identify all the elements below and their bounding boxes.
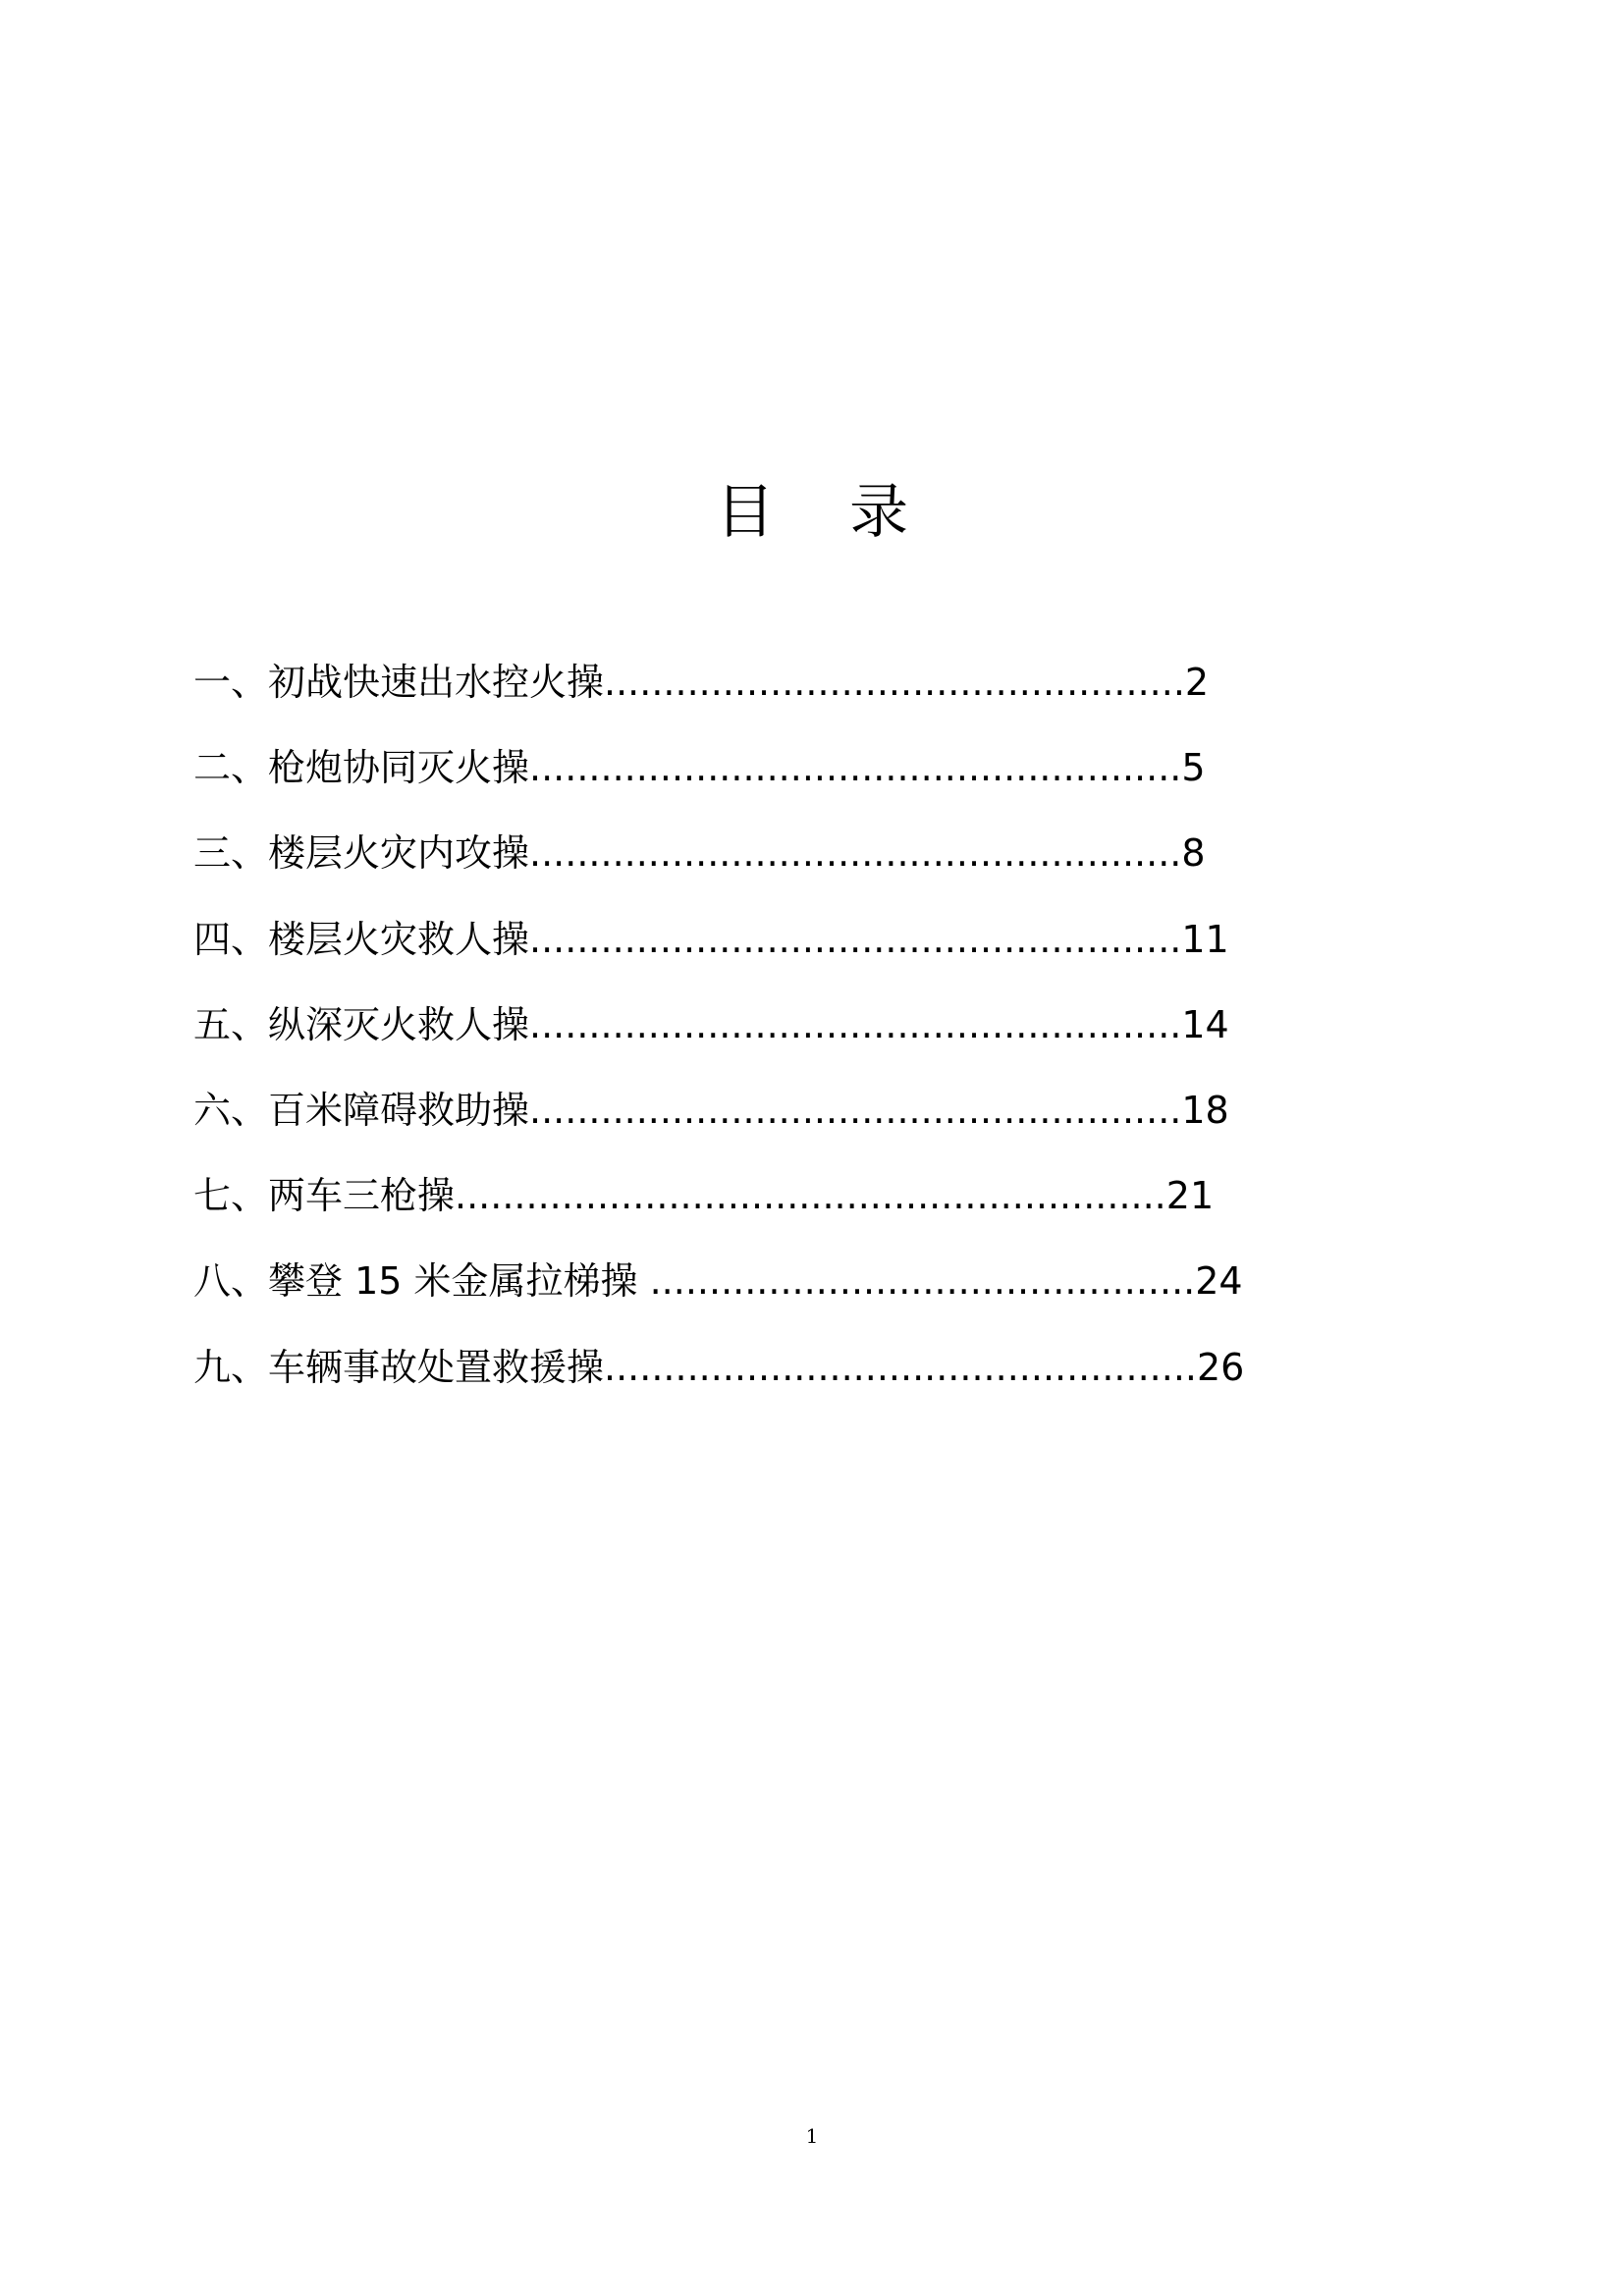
toc-entry-leader: ....................................................... [529, 746, 1182, 790]
toc-entry-6[interactable] [193, 1084, 1273, 1169]
toc-entry-label: 二、枪炮协同灭火操 [193, 746, 530, 790]
toc-entry-label: 六、百米障碍救助操 [193, 1088, 530, 1132]
toc-entry-label: 九、车辆事故处置救援操 [193, 1345, 605, 1389]
toc-entry-leader: ....................................................... [529, 917, 1182, 961]
toc-entry-label: 三、楼层火灾内攻操 [193, 831, 530, 876]
toc-entry-4[interactable] [193, 913, 1273, 998]
toc-entry-3[interactable] [193, 827, 1273, 912]
toc-entry-leader: ................................................. [604, 661, 1185, 704]
toc-entry-label: 五、纵深灭火救人操 [193, 1002, 530, 1046]
toc-entry-leader: .............................................. [649, 1259, 1196, 1304]
toc-entry-page: 2 [1184, 661, 1210, 704]
toc-entry-leader: ....................................................... [529, 1088, 1182, 1132]
toc-entry-label: 一、初战快速出水控火操 [193, 661, 605, 704]
toc-entry-label: 八、攀登 15 米金属拉梯操 [193, 1259, 650, 1304]
toc-entry-leader: ....................................................... [529, 1002, 1182, 1046]
toc-entry-8[interactable] [193, 1255, 1273, 1340]
toc-entry-leader: ............................................................ [455, 1174, 1166, 1218]
toc-entry-page: 14 [1181, 1002, 1229, 1046]
toc-title: 目 录 [715, 478, 909, 547]
toc-entry-2[interactable] [193, 741, 1273, 827]
toc-entry-page: 5 [1181, 746, 1206, 790]
toc-entry-page: 26 [1196, 1345, 1245, 1389]
table-of-contents [193, 656, 1273, 1426]
toc-entry-page: 24 [1195, 1259, 1243, 1304]
toc-entry-7[interactable] [193, 1169, 1273, 1255]
toc-entry-leader: ....................................................... [529, 831, 1182, 876]
toc-entry-9[interactable] [193, 1341, 1273, 1426]
toc-entry-page: 8 [1181, 831, 1206, 876]
toc-entry-5[interactable] [193, 998, 1273, 1084]
toc-entry-leader: .................................................. [604, 1345, 1197, 1389]
toc-entry-page: 11 [1181, 917, 1229, 961]
page-number: 1 [805, 2124, 819, 2148]
toc-entry-label: 四、楼层火灾救人操 [193, 917, 530, 961]
toc-entry-page: 21 [1165, 1174, 1215, 1218]
toc-entry-1[interactable] [193, 656, 1273, 741]
toc-entry-label: 七、两车三枪操 [193, 1174, 456, 1218]
toc-entry-page: 18 [1181, 1088, 1229, 1132]
